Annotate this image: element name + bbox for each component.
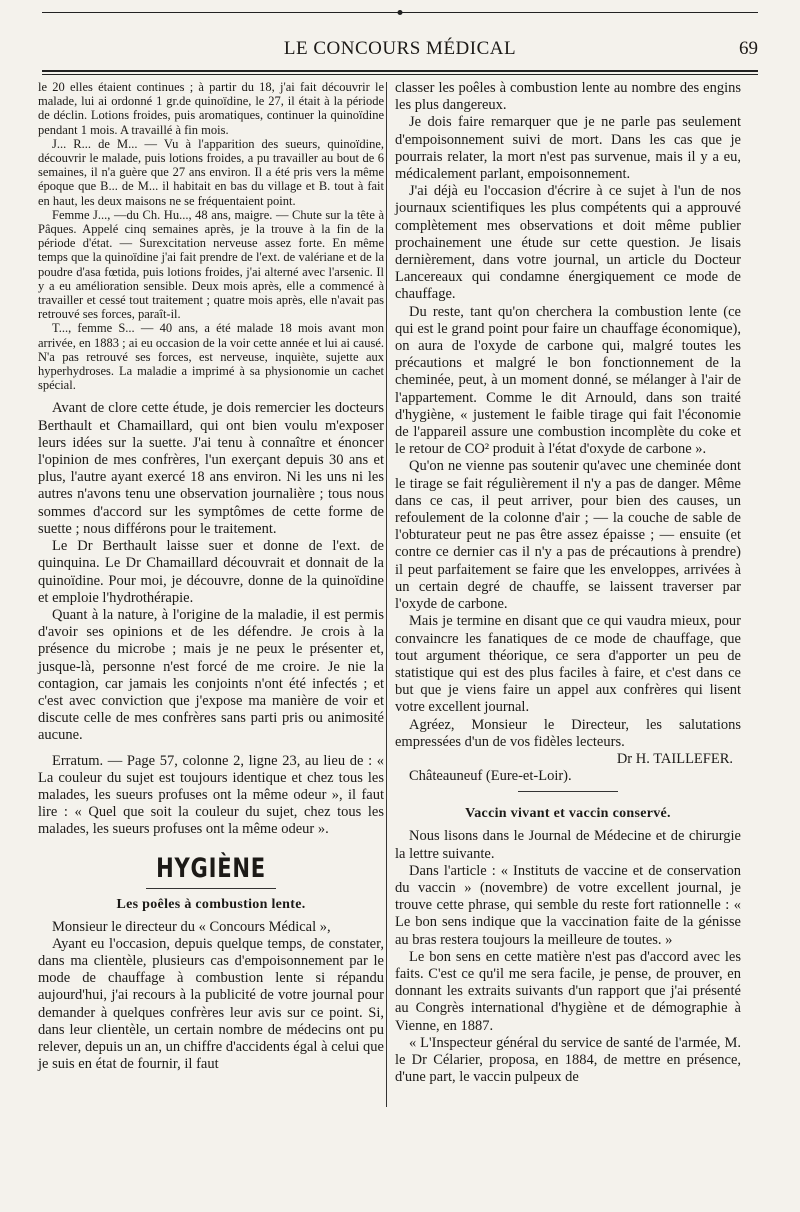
left-column — [38, 80, 384, 1073]
signature: Dr H. TAILLEFER. — [616, 750, 733, 767]
erratum: Erratum. — Page 57, colonne 2, ligne 23, au lieu de : « La couleur du sujet est toujours identique et chez tous les malades, les sueurs profuses ont la même odeur », il faut lire : « Quel que soit la couleur du sujet, chez tous les malades, les sueurs profuses ont la même odeur ». — [38, 752, 384, 838]
letter-paragraph: Mais je termine en disant que ce qui vaudra mieux, pour convaincre les fanatiques de ce mode de chauffage, que tout argument théorique, ce sera d'apporter un peu de statistique qui est des plus faciles à faire, et c'est dans ce but que je viens faire un appel aux confrères qui lisent votre excellent journal. — [395, 613, 741, 716]
letter-paragraph: classer les poêles à combustion lente au nombre des engins les plus dangereux. — [395, 80, 741, 114]
article-paragraph: Ayant eu l'occasion, depuis quelque temps, de constater, dans ma clientèle, plusieurs cas d'empoisonnement par le mode de chauffage à combustion lente si répandu aujourd'hui, j'ai recours à la publicité de votre journal pour demander à quelques confrères leur avis sur ce point. Si, dans leur clientèle, un certain nombre de médecins ont pu relever, depuis un an, un chiffre d'accidents égal à celui que je suis en état de fournir, il faut — [38, 935, 384, 1073]
page-number: 69 — [739, 38, 758, 59]
case-paragraph: J... R... de M... — Vu à l'apparition des sueurs, quinoïdine, découvrir le malade, puis lotions froides, a pu travailler au bout de 6 semaines, il n'a guère que 27 ans environ. Il a été pris vers la même époque que B... de M... il habitait en bas du village et B. tout à fait en haut, les deux maisons ne se fréquentaient point. — [38, 136, 384, 208]
letter-continued — [395, 80, 741, 751]
case-paragraph: le 20 elles étaient continues ; à partir du 18, j'ai fait découvrir le malade, lui ai ordonné 1 gr.de quinoïdine, le 27, il était à la période de déclin. Lotions froides, puis aromatiques, continuer la quinoïdine pendant 1 mois. A travaillé à fin mois. — [38, 80, 384, 137]
article-title-vaccin: Vaccin vivant et vaccin conservé. — [465, 806, 671, 822]
right-column — [395, 80, 741, 1086]
article-paragraph: Le bon sens en cette matière n'est pas d'accord avec les faits. C'est ce qu'il me sera facile, je pense, de prouver, en donnant les extraits suivants d'un rapport que j'ai présenté au Congrès international d'hygiène et de démographie à Vienne, en 1887. — [395, 948, 741, 1034]
section-rule — [146, 888, 276, 889]
location: Châteauneuf (Eure-et-Loir). — [409, 768, 572, 785]
top-rule-dot — [398, 10, 403, 15]
erratum-block — [38, 753, 384, 839]
conclusion-paragraph: Le Dr Berthault laisse suer et donne de l'ext. de quinquina. Le Dr Chamaillard découvrait et donnait de la quinoïdine. Pour moi, je découvre, donne de la quinoïdine et emploie l'hydrothérapie. — [38, 538, 384, 606]
header-rule-thin — [42, 74, 758, 75]
conclusion-paragraph: Quant à la nature, à l'origine de la maladie, il est permis d'avoir ses opinions et de les défendre. Je crois à la présence du microbe ; mais je ne peux le présenter et, jusque-là, personne n'est forcé de me croire. Je nie la contagion, car jamais les conjoints n'ont été infectés ; et c'est avec conviction que j'expose ma manière de voir et discute celle de mes confrères sans parti pris ou animosité aucune. — [38, 606, 384, 744]
column-separator — [386, 82, 387, 1107]
article-paragraph: Nous lisons dans le Journal de Médecine et de chirurgie la lettre suivante. — [395, 828, 741, 862]
article-start — [38, 919, 384, 1074]
letter-paragraph: Agréez, Monsieur le Directeur, les salutations empressées d'un de vos fidèles lecteurs. — [395, 716, 741, 750]
letter-paragraph: Qu'on ne vienne pas soutenir qu'avec une cheminée dont le tirage se fait régulièrement il n'y a pas de danger. Même dans ce cas, il peut arriver, pour bien des causes, un refoulement de la colonne d'air ; — la couche de sable de l'obturateur peut ne pas être assez épaisse ; — ensuite (et contre ce dernier cas il n'y a pas de précautions à prendre) il peut parfaitement se faire que les enveloppes, arrivées à un certain degré de chauffe, se laissent traverser par l'oxyde de carbone. — [395, 458, 741, 613]
top-rule — [42, 12, 758, 13]
article-separator — [518, 791, 618, 792]
article-paragraph: Dans l'article : « Instituts de vaccine et de conservation du vaccin » (novembre) de votre excellent journal, je trouve cette phrase, qui semble du reste fort rationnelle : « Le bon sens indique que la vaccination faite de la génisse au bras restera toujours la meilleure de toutes. » — [395, 862, 741, 948]
letter-paragraph: Du reste, tant qu'on cherchera la combustion lente (ce qui est le grand point pour faire un chauffage économique), on aura de l'oxyde de carbone qui, malgré toutes les précautions et malgré le bon fonctionnement de la cheminée, peut, à un moment donné, se mélanger à l'air de l'appartement. Comme le dit Arnould, dans son traité d'hygiène, « justement le faible tirage qui fait l'économie de l'appareil assure une combustion incomplète du coke et le retour de CO² produit à l'état d'oxyde de carbone ». — [395, 303, 741, 458]
article-title: Les poêles à combustion lente. — [116, 896, 306, 912]
section-title: HYGIÈNE — [156, 852, 266, 884]
header-rule-thick — [42, 70, 758, 72]
salutation: Monsieur le directeur du « Concours Médical », — [52, 918, 331, 935]
letter-paragraph: Je dois faire remarquer que je ne parle pas seulement d'empoisonnement suivi de mort. Dans les cas que je pourrais relater, la mort n'est pas survenue, mais il y a eu, médicalement parlant, empoisonnement. — [395, 114, 741, 183]
journal-title: LE CONCOURS MÉDICAL — [283, 38, 517, 59]
conclusion — [38, 400, 384, 744]
letter-paragraph: J'ai déjà eu l'occasion d'écrire à ce sujet à l'un de nos journaux scientifiques les plus compétents qui a approuvé complètement mes observations et doit même publier prochainement une étude sur cette question. Je lisais dernièrement, dans votre journal, un article du Docteur Lancereaux qui condamne énergiquement ce mode de chauffage. — [395, 183, 741, 303]
conclusion-paragraph: Avant de clore cette étude, je dois remercier les docteurs Berthault et Chamaillard, qui ont bien voulu m'exposer leurs idées sur la suette. J'ai tenu à connaître et énoncer l'opinion de mes confrères, l'un exerçant depuis 30 ans et plus, l'autre ayant exercé 18 ans environ. Ni les uns ni les autres n'avons tenu une observation journalière ; tous nous sommes d'accord sur les symptômes de cette forme de suette ; nous différons pour le traitement. — [38, 400, 384, 537]
article-paragraph: « L'Inspecteur général du service de santé de l'armée, M. le Dr Célarier, proposa, en 1884, de mettre en présence, d'une part, le vaccin pulpeux de — [395, 1034, 741, 1086]
case-paragraph: Femme J..., —du Ch. Hu..., 48 ans, maigre. — Chute sur la tête à Pâques. Appelé cinq semaines après, je la trouve à la fin de la période d'état. — Surexcitation nerveuse assez forte. En même temps que la quinoïdine j'ai fait prendre de l'ext. de valériane et de la poudre d'asa fœtida, puis lotions froides, j'ai alterné avec l'arsenic. Il y a eu amélioration sensible. Deux mois après, elle a commencé à travailler et cessé tout traitement ; quatre mois après, elle n'avait pas retrouvé ses forces, paraît-il. — [38, 207, 384, 322]
case-paragraph: T..., femme S... — 40 ans, a été malade 18 mois avant mon arrivée, en 1883 ; ai eu occasion de la voir cette année et lui ai causé. N'a pas retrouvé ses forces, est nerveuse, inquiète, sujette aux hyperhydroses. La maladie a imprimé à sa physionomie un cachet spécial. — [38, 321, 384, 393]
case-notes — [38, 80, 384, 392]
vaccin-article — [395, 828, 741, 1086]
page-header — [42, 38, 758, 64]
